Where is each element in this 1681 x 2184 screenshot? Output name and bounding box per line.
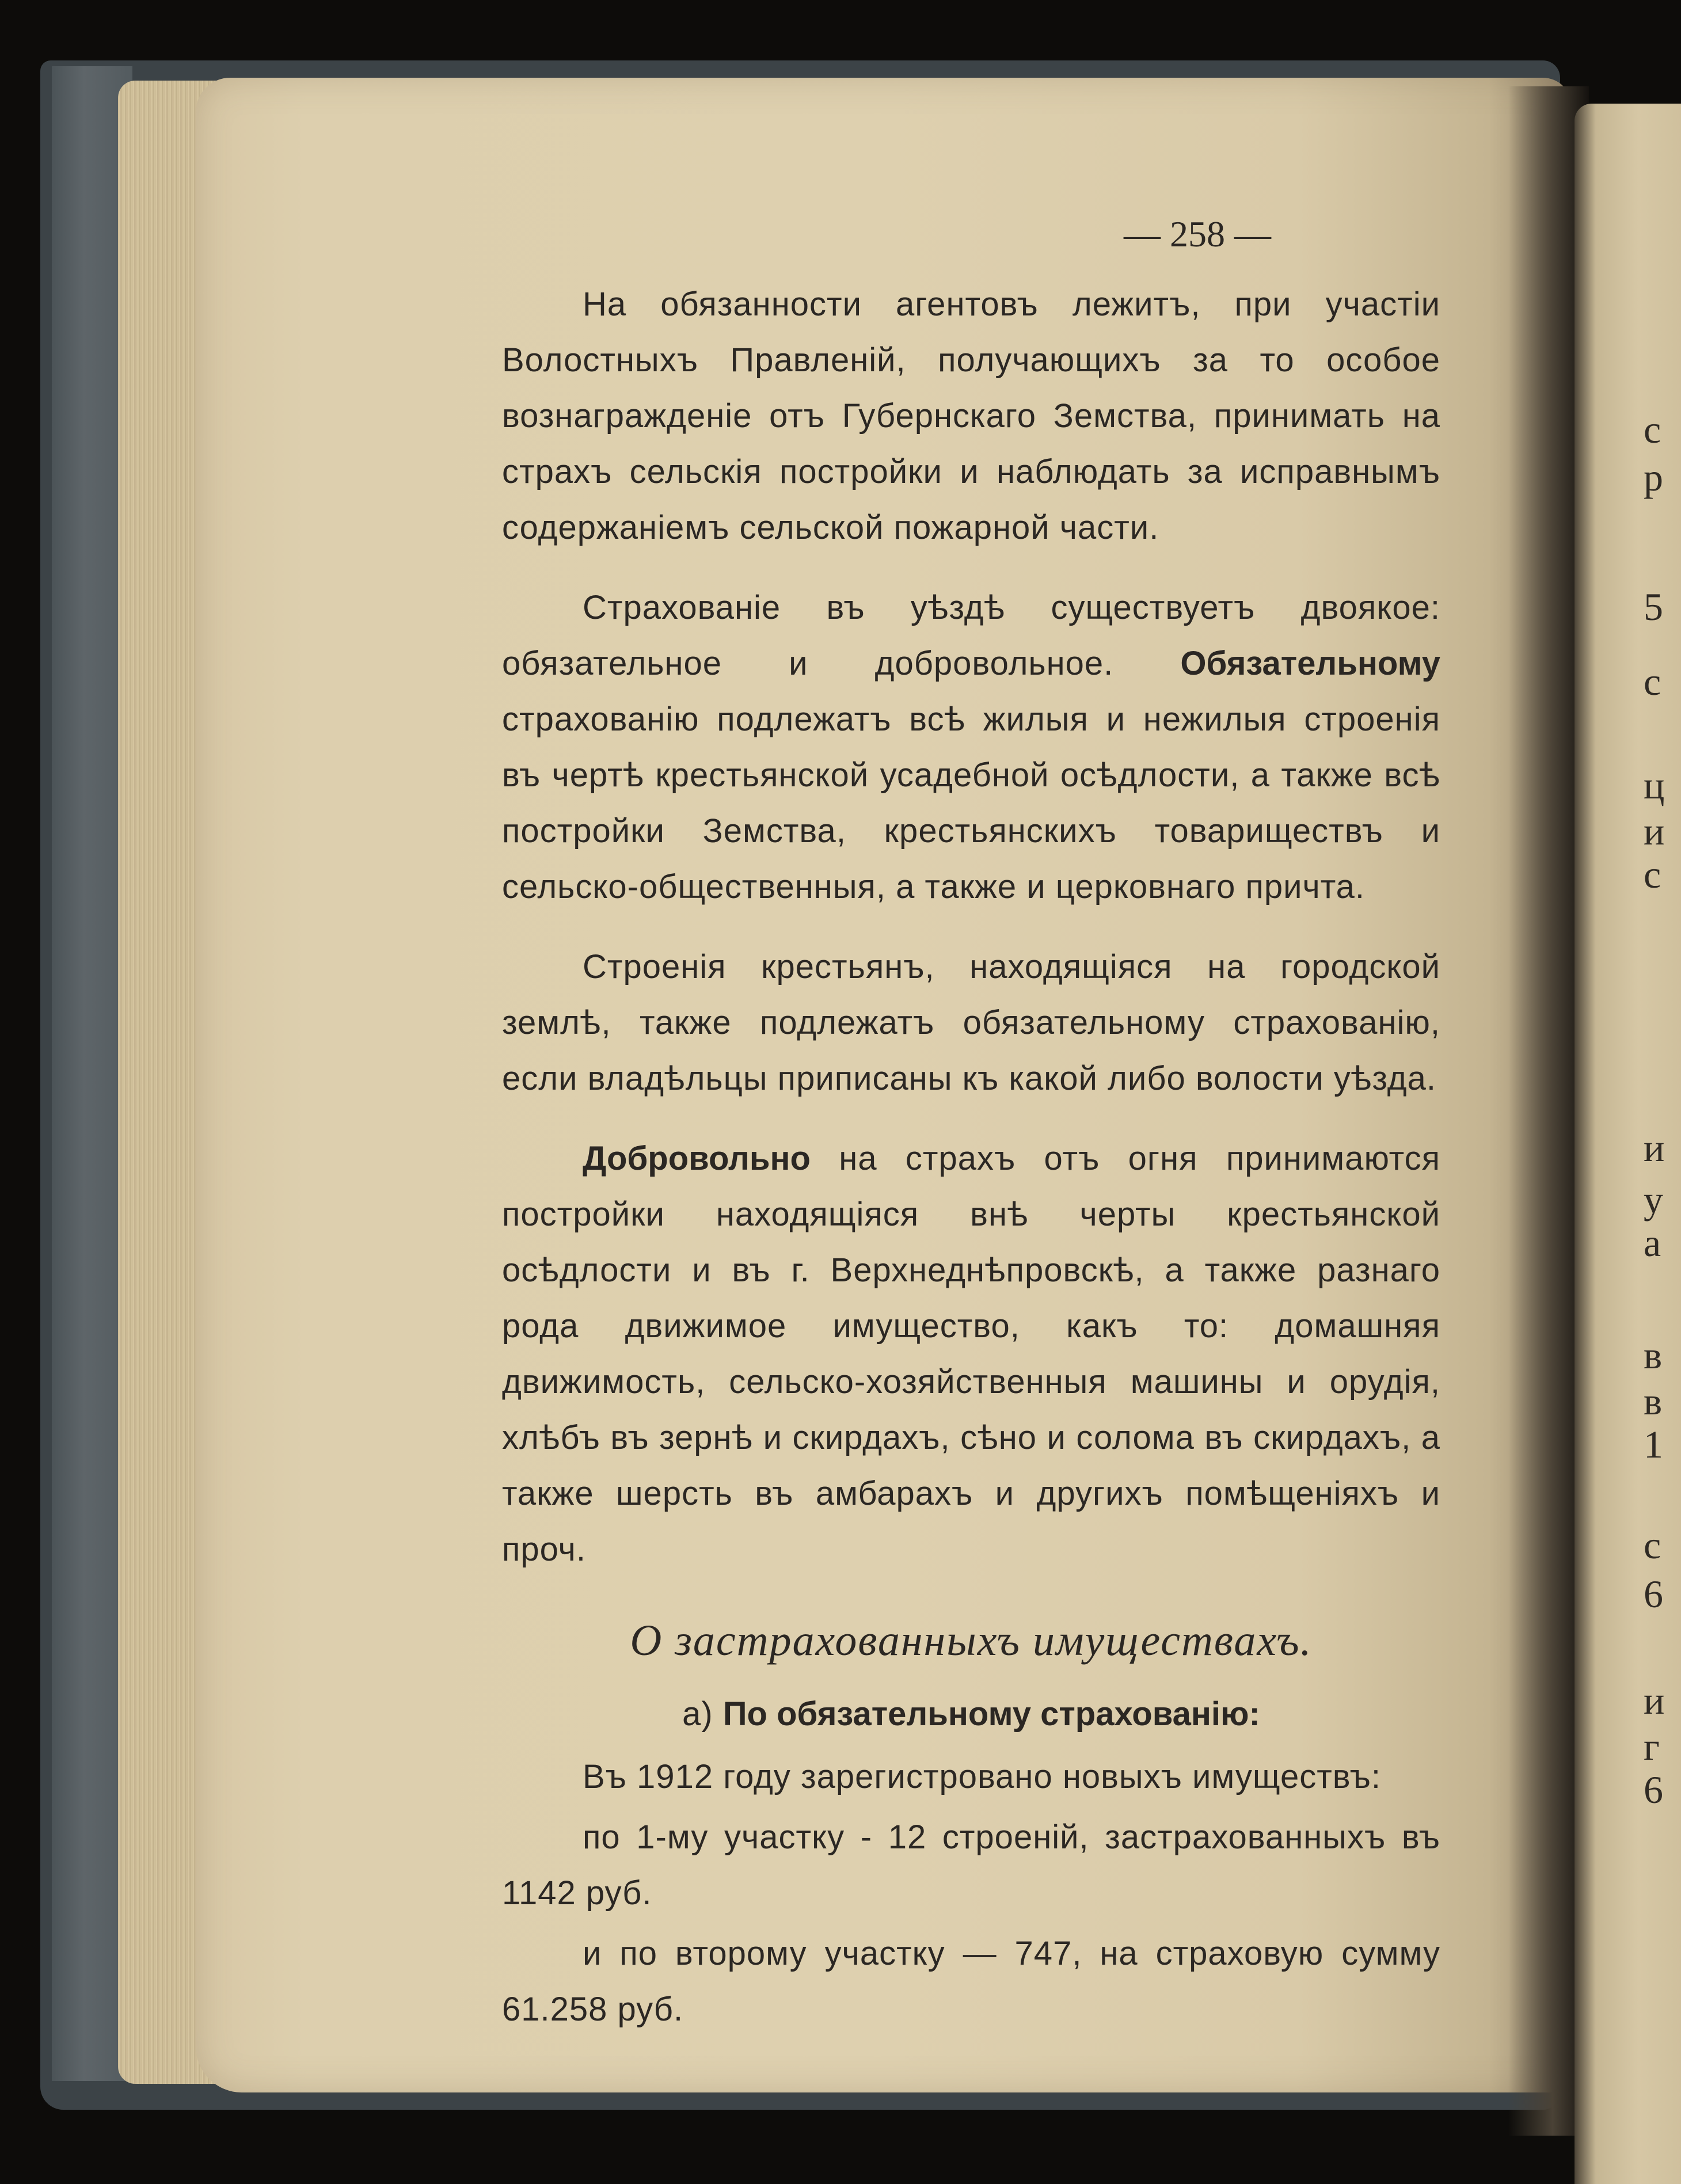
right-page-fragment: в [1644, 1379, 1663, 1423]
line-district-2: и по второму участку — 747, на страховую сумму 61.258 руб. [502, 1935, 1440, 2028]
paragraph-agents: На обязанности агентовъ лежитъ, при участіи Волостныхъ Правленій, получающихъ за то особое вознагражденіе отъ Губернскаго Земства, принимать на страхъ сельскія постройки и наблюдать за исправнымъ содержаніемъ сельской пожарной части. [502, 286, 1440, 546]
right-page-fragment: 6 [1644, 1572, 1663, 1616]
right-page-fragment: с [1644, 853, 1661, 896]
right-page-fragment: г [1644, 1725, 1660, 1768]
page-number [0, 213, 1681, 256]
right-page-fragment: с [1644, 660, 1661, 703]
line-district-1: по 1-му участку - 12 строеній, застрахованныхъ въ 1142 руб. [502, 1818, 1440, 1912]
bold-term-voluntary: Добровольно [583, 1140, 811, 1177]
right-page-fragment: в [1644, 1333, 1663, 1377]
right-page-fragment: и [1644, 1679, 1665, 1722]
right-page-fragment: 1 [1644, 1422, 1663, 1466]
right-page-fragment: 6 [1644, 1768, 1663, 1812]
paragraph-insurance-types: Страхованіе въ уѣздѣ существуетъ двоякое: обязательное и добровольное. Обязательному страхованію подлежатъ всѣ жилыя и нежилыя строенія въ чертѣ крестьянской усадебной осѣдлости, а также всѣ постройки Земства, крестьянскихъ товариществъ и сельско-общественныя, а также и церковнаго причта. [502, 589, 1440, 905]
page-number-text: — 258 — [1124, 214, 1271, 254]
right-page-fragment: а [1644, 1221, 1661, 1265]
right-page-edge [1574, 104, 1681, 2184]
right-page-fragment: ц [1644, 763, 1665, 807]
subheading-mandatory: а) По обязательному страхованію: [682, 1695, 1260, 1733]
right-page-fragment: у [1644, 1178, 1663, 1222]
paragraph-voluntary: Добровольно на страхъ отъ огня принимаются постройки находящіяся внѣ черты крестьянской осѣдлости и въ г. Верхнеднѣпровскѣ, а также разнаго рода движимое имущество, какъ то: домашняя движимость, сельско-хозяйственныя машины и орудія, хлѣбъ въ зернѣ и скирдахъ, сѣно и солома въ скирдахъ, а также шерсть въ амбарахъ и другихъ помѣщеніяхъ и проч. [502, 1140, 1440, 1568]
right-page-fragment: и [1644, 1126, 1665, 1170]
page-text [502, 276, 1440, 2037]
right-page-fragment: и [1644, 809, 1665, 853]
right-page-fragment: с [1644, 1523, 1661, 1567]
right-page-fragment: с [1644, 408, 1661, 451]
right-page-fragment: 5 [1644, 585, 1663, 629]
section-heading: О застрахованныхъ имуществахъ. [630, 1616, 1313, 1665]
bold-term-mandatory: Обязательному [1180, 645, 1440, 682]
paragraph-city-land: Строенія крестьянъ, находящіяся на городской землѣ, также подлежатъ обязательному страхованію, если владѣльцы приписаны къ какой либо волости уѣзда. [502, 948, 1440, 1097]
line-registered: Въ 1912 году зарегистровано новыхъ имуществъ: [583, 1758, 1382, 1795]
right-page-fragment: р [1644, 455, 1663, 499]
